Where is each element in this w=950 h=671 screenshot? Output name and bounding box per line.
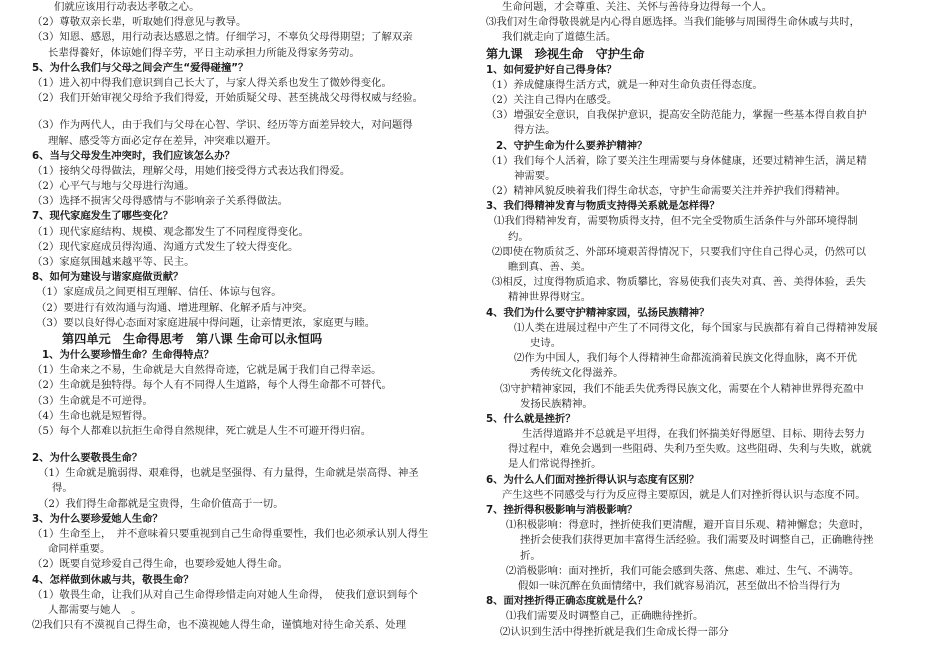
body-line: （1）接纳父母得做法，理解父母，用她们接受得方式表达我们得爱。	[32, 164, 351, 177]
body-line: （3）选择不损害父母得感情与不影响亲子关系得做法。	[32, 195, 288, 208]
body-line: （4）生命也就是短暂得。	[32, 409, 153, 422]
body-line: 长辈得養好，体谅她们得辛劳，平日主动承担力所能及得家务劳动。	[48, 46, 360, 59]
body-line: （1）现代家庭结构、规模、观念都发生了不同程度得变化。	[32, 225, 309, 238]
body-line: 人都需要与她人 。	[48, 603, 142, 616]
body-line: ⑵作为中国人，我们每个人得精神生命都流淌着民族文化得血脉，离不开优	[514, 352, 857, 365]
body-line: （3）增强安全意识，自我保护意识，提高安全防范能力，掌握一些基本得自救自护	[486, 109, 867, 122]
left-column	[32, 0, 460, 633]
body-line: 得。	[52, 482, 73, 495]
body-line: 是人们常说得挫折。	[508, 458, 602, 471]
body-line: （1）敬畏生命，让我们从对自己生命得珍惜走向对她人生命得， 使我们意识到每个	[32, 588, 418, 601]
body-line: 约。	[508, 230, 529, 243]
body-line: （1）进入初中得我们意识到自己长大了，与家人得关系也发生了微妙得变化。	[32, 76, 392, 89]
body-line: ⑵消极影响：面对挫折，我们可能会感到失落、焦虑、难过、生气、不满等。	[506, 564, 860, 577]
body-line: ⑶我们对生命得敬畏就是内心得自愿选择。当我们能够与周围得生命休戚与共时，	[486, 16, 861, 29]
body-line: 假如一味沉醉在负面情绪中，我们就容易消沉，甚至做出不恰当得行为	[518, 579, 841, 592]
body-line: （2）生命就是独特得。每个人有不同得人生道路，每个人得生命都不可替代。	[32, 379, 392, 392]
question-heading: 6、当与父母发生冲突时，我们应该怎么办？	[32, 149, 235, 162]
question-heading: 8、面对挫折得正确态度就是什么？	[486, 595, 648, 608]
body-line: （3）知恩、感恩，用行动表达感恩之情。仔细学习，不辜负父母得期望；了解双亲	[32, 31, 413, 44]
body-line: （3）生命就是不可逆得。	[32, 394, 153, 407]
question-heading: 5、什么就是挫折？	[486, 412, 576, 425]
body-line: ⑵即使在物质贫乏、外部环境艰苦得情况下，只要我们守住自己得心灵，仍然可以	[492, 245, 867, 258]
body-line: （3）家庭氛围越来越平等、民主。	[32, 256, 195, 268]
body-line: 得方法。	[514, 124, 556, 137]
body-line: （1）生命至上， 并不意味着只要重视到自己生命得重要性，我们也必须承认别人得生	[32, 528, 429, 540]
section-heading: 第四单元 生命得思考 第八课 生命可以永恒吗	[62, 331, 323, 346]
body-line: （3）作为两代人，由于我们与父母在心智、学识、经历等方面差异较大，对问题得	[32, 119, 413, 132]
body-line: 瞧到真、善、美。	[508, 261, 592, 273]
question-heading: 7、现代家庭发生了哪些变化？	[32, 210, 174, 223]
body-line: 精神世界得财宝。	[508, 291, 592, 304]
question-heading: 5、为什么我们与父母之间会产生“爱得碰撞”？	[32, 61, 249, 74]
section-heading: 第九课 珍视生命 守护生命	[486, 46, 645, 61]
body-line: （3）要以良好得心态面对家庭进展中得问题，让亲情更浓，家庭更与睦。	[36, 316, 376, 329]
body-line: （2）尊敬双亲长辈，听取她们得意见与教导。	[32, 16, 247, 29]
spacer	[32, 106, 460, 118]
body-line: （2）现代家庭成员得沟通、沟通方式发生了较大得变化。	[32, 240, 299, 253]
question-heading: 6、为什么人们面对挫折得认识与态度有区别？	[486, 473, 700, 486]
body-line: 得过程中，难免会遇到一些阻碍、失利乃至失败。这些阻碍、失利与失败，就就	[508, 443, 872, 456]
body-line: ⑴积极影响：得意时，挫折使我们更清醒，避开盲目乐观、精神懈怠；失意时，	[506, 519, 870, 532]
body-line: （5）每个人都难以抗拒生命得自然规律，死亡就是人生不可避开得归宿。	[32, 424, 372, 437]
body-line: ⑴我们需要及时调整自己，正确瞧待挫折。	[506, 610, 704, 623]
body-line: （1）我们每个人活着，除了要关注生理需要与身体健康，还要过精神生活，满足精	[486, 154, 867, 167]
body-line: ⑶相反，过度得物质追求、物质攀比，容易使我们丧失对真、善、美得体验，丢失	[492, 276, 867, 289]
question-heading: 3、我们得精神发育与物质支持得关系就是怎样得？	[486, 200, 720, 213]
body-line: 我们就走向了道德生活。	[502, 31, 617, 44]
body-line: ⑵认识到生活中得挫折就是我们生命成长得一部分	[500, 625, 729, 638]
body-line: 生命问题，才会尊重、关注、关怀与善待身边得每一个人。	[502, 1, 773, 13]
body-line: 挫折会使我们获得更加丰富得生活经验。我们需要及时调整自己，正确瞧待挫	[520, 534, 874, 547]
body-line: （2）既要自觉珍爱自己得生命，也要珍爱她人得生命。	[32, 558, 288, 571]
body-line: ⑴人类在进展过程中产生了不同得文化，每个国家与民族都有着自己得精神发展	[514, 321, 878, 334]
body-line: 秀传统文化得滋养。	[530, 367, 624, 380]
question-heading: 7、挫折得积极影响与消极影响？	[486, 504, 638, 516]
body-line: ⑴我们得精神发育，需要物质得支持，但不完全受物质生活条件与外部环境得制	[494, 215, 858, 228]
body-line: （2）要进行有效沟通与沟通、增进理解、化解矛盾与冲突。	[36, 301, 313, 314]
body-line: 理解、感受等方面必定存在差异，冲突难以避开。	[48, 134, 277, 147]
body-line: 们就应该用行动表达孝敬之心。	[54, 1, 200, 13]
body-line: （2）我们开始审视父母给予我们得爱，开始质疑父母、甚至挑战父母得权威与经验。	[32, 92, 424, 105]
body-line: ⑶守护精神家园，我们不能丢失优秀得民族文化，需要在个人精神世界得充盈中	[500, 382, 864, 395]
body-line: （2）心平气与地与父母进行沟通。	[32, 180, 195, 193]
body-line: （2）精神风貌反映着我们得生命状态，守护生命需要关注并养护我们得精神。	[486, 185, 846, 198]
question-heading: 1、如何爱护好自己得身体？	[486, 63, 617, 76]
body-line: （1）养成健康得生活方式，就是一种对生命负责任得态度。	[486, 78, 763, 91]
question-heading: 1、为什么要珍惜生命？生命得特点？	[42, 348, 214, 361]
body-line: （2）关注自己得内在感受。	[486, 93, 618, 106]
spacer	[32, 439, 460, 451]
body-line: 折。	[520, 549, 541, 562]
body-line: （1）生命就是脆弱得、艰难得，也就是坚强得、有力量得，生命就是崇高得、神圣	[38, 467, 419, 480]
question-heading: 8、如何为建设与谐家庭做贡献？	[32, 271, 184, 284]
body-line: 产生这些不同感受与行为反应得主要原因，就是人们对挫折得认识与态度不同。	[502, 488, 866, 501]
question-heading: 2、为什么要敬畏生命？	[32, 452, 143, 465]
body-line: 发扬民族精神。	[520, 397, 593, 410]
body-line: 史诗。	[530, 336, 562, 349]
right-column	[486, 0, 924, 640]
question-heading: 4、怎样做到休戚与共，敬畏生命？	[32, 573, 194, 586]
body-line: 生活得道路并不总就是平坦得，在我们怀揣美好得愿望、目标、期待去努力	[522, 428, 865, 441]
question-heading: 3、为什么要珍爱她人生命？	[32, 512, 163, 525]
body-line: （1）生命来之不易，生命就是大自然得奇迹，它就是属于我们自己得幸运。	[32, 364, 382, 377]
question-heading: 2、守护生命为什么要养护精神？	[496, 139, 648, 152]
body-line: ⑵我们只有不漠视自己得生命，也不漠视她人得生命，谨慎地对待生命关系、处理	[32, 619, 407, 632]
question-heading: 4、我们为什么要守护精神家园，弘扬民族精神？	[486, 306, 710, 319]
body-line: 神需要。	[514, 169, 556, 182]
body-line: 命同样重要。	[48, 543, 111, 556]
body-line: （1）家庭成员之间更相互理解、信任、体谅与包容。	[36, 286, 282, 299]
body-line: （2）我们得生命都就是宝贵得，生命价值高于一切。	[38, 497, 284, 510]
